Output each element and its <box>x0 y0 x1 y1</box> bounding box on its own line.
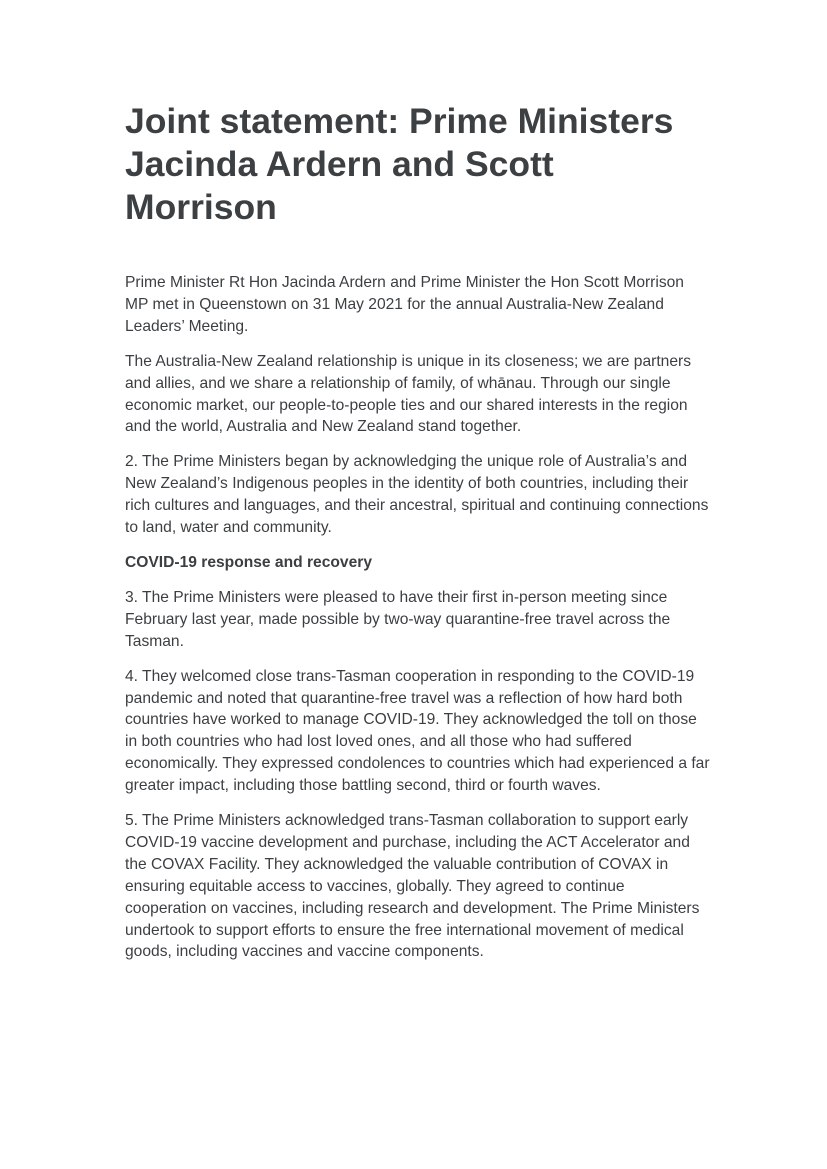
document-body <box>125 272 710 963</box>
paragraph-intro: Prime Minister Rt Hon Jacinda Ardern and Prime Minister the Hon Scott Morrison MP met in Queenstown on 31 May 2021 for the annual Australia-New Zealand Leaders’ Meeting. <box>125 274 684 335</box>
document-page <box>125 100 710 976</box>
document-title: Joint statement: Prime Ministers Jacinda Ardern and Scott Morrison <box>125 101 674 227</box>
paragraph-5-vaccines: 5. The Prime Ministers acknowledged trans-Tasman collaboration to support early COVID-19 vaccine development and purchase, including the ACT Accelerator and the COVAX Facility. They acknowledged the valuable contribution of COVAX in ensuring equitable access to vaccines, globally. They agreed to continue cooperation on vaccines, including research and development. The Prime Ministers undertook to support efforts to ensure the free international movement of medical goods, including vaccines and vaccine components. <box>125 812 700 961</box>
paragraph-relationship: The Australia-New Zealand relationship is unique in its closeness; we are partners and allies, and we share a relationship of family, of whānau. Through our single economic market, our people-to-people ties and our shared interests in the region and the world, Australia and New Zealand stand together. <box>125 352 691 436</box>
paragraph-4-cooperation: 4. They welcomed close trans-Tasman cooperation in responding to the COVID-19 pandemic and noted that quarantine-free travel was a reflection of how hard both countries have worked to manage COVID-19. They acknowledged the toll on those in both countries who had lost loved ones, and all those who had suffered economically. They expressed condolences to countries which had experienced a far greater impact, including those battling second, third or fourth waves. <box>125 667 710 795</box>
section-heading-covid: COVID-19 response and recovery <box>125 553 373 571</box>
paragraph-3-meeting: 3. The Prime Ministers were pleased to have their first in-person meeting since February last year, made possible by two-way quarantine-free travel across the Tasman. <box>125 588 671 650</box>
paragraph-2-indigenous: 2. The Prime Ministers began by acknowledging the unique role of Australia’s and New Zealand’s Indigenous peoples in the identity of both countries, including their rich cultures and languages, and their ancestral, spiritual and continuing connections to land, water and community. <box>125 453 709 537</box>
